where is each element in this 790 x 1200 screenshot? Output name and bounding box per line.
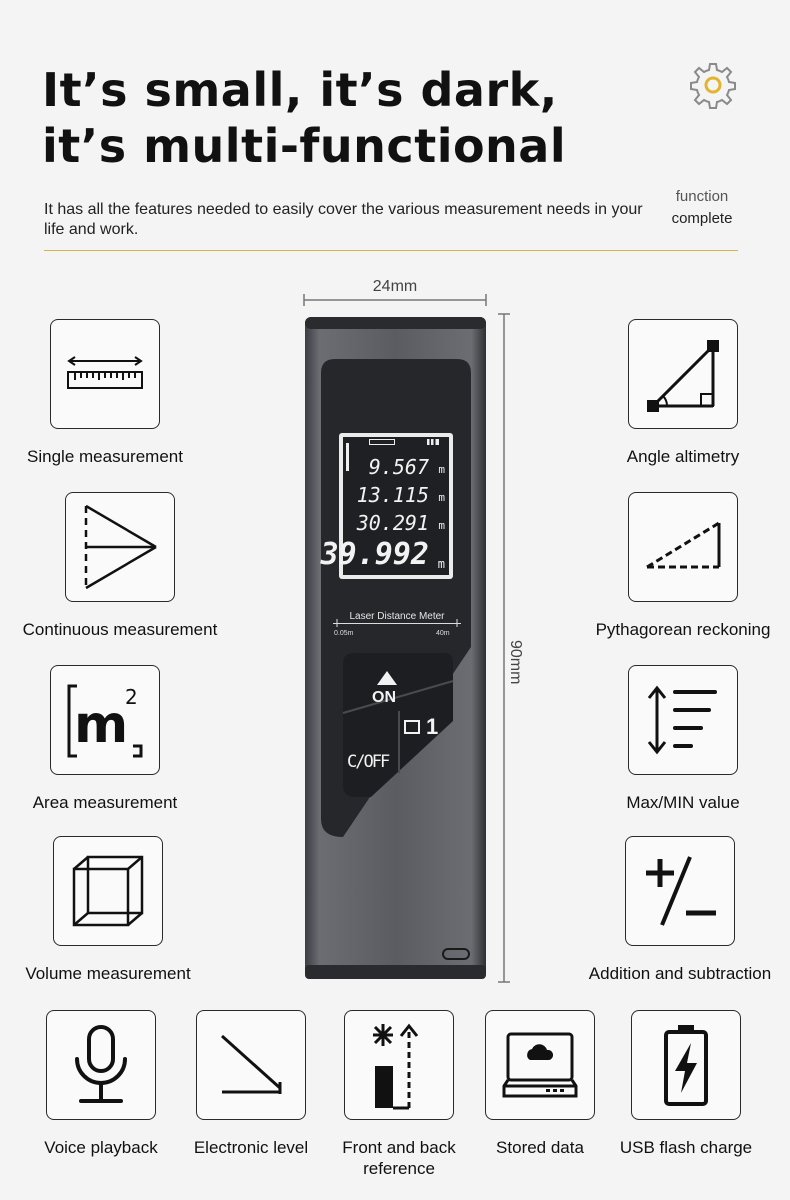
function-button-label: 1 [426,714,439,739]
on-button[interactable] [352,677,424,713]
reading-1: 9.567 [368,455,429,479]
feature-icon-box [344,1010,454,1120]
off-button-label: C/OFF [347,752,389,772]
feature-front-back-reference [324,1010,474,1179]
feature-icon-box [485,1010,595,1120]
reading-3: 30.291 [356,511,429,535]
feature-label: Area measurement [32,793,178,812]
feature-stored-data [474,1010,606,1158]
feature-label: Max/MIN value [626,793,740,812]
badge-line-1: function [675,188,729,205]
feature-usb-flash-charge [606,1010,766,1158]
feature-label: Volume measurement [25,964,191,983]
cube-icon [68,851,148,931]
reading-2: 13.115 [356,483,429,507]
svg-text:2: 2 [125,685,138,709]
gear-icon [688,60,738,110]
area-icon [65,680,145,760]
angle-icon [643,334,723,414]
reading-4: 39.992 [320,537,429,572]
feature-label: Addition and subtraction [588,964,772,983]
unit-3: m [438,519,445,532]
feature-volume-measurement [10,836,206,984]
feature-icon-box [628,492,738,602]
max-min-icon [643,680,723,760]
feature-angle-altimetry [588,319,778,467]
feature-label: Single measurement [27,447,183,466]
laser-distance-meter [303,313,488,983]
laser-mode-icon [346,443,354,471]
feature-icon-box [631,1010,741,1120]
feature-voice-playback [24,1010,178,1158]
level-icon [216,1030,286,1100]
feature-label: Continuous measurement [22,620,218,639]
page-title [42,62,566,174]
device-screen [320,437,449,575]
feature-label: Angle altimetry [626,447,740,466]
feature-single-measurement [10,319,200,467]
feature-label: Front and back reference [342,1138,456,1178]
feature-icon-box [65,492,175,602]
feature-pythagorean-reckoning [578,492,788,640]
continuous-icon [80,502,160,592]
feature-label: Voice playback [44,1138,158,1157]
on-button-label: ON [372,689,396,706]
page-description: It has all the features needed to easily cover the various measurement needs in your life and work. [44,201,643,238]
svg-text:m: m [74,695,129,755]
feature-icon-box [628,319,738,429]
badge-line-2: complete [671,210,733,227]
feature-icon-box [625,836,735,946]
width-label: 24mm [372,278,418,295]
off-button[interactable] [344,744,396,780]
unit-1: m [438,463,445,476]
divider [44,250,738,251]
title-line-2: it’s multi-functional [42,119,567,173]
feature-continuous-measurement [5,492,235,640]
feature-icon-box [46,1010,156,1120]
feature-label: USB flash charge [619,1138,753,1157]
device-model-label: Laser Distance Meter [349,611,445,622]
function-button[interactable] [402,712,446,748]
battery-icon [661,1023,711,1107]
speaker-battery-icon [369,439,395,445]
feature-label: Pythagorean reckoning [595,620,771,639]
storage-icon [500,1030,580,1100]
ruler-icon [65,354,145,394]
feature-max-min-value [588,665,778,813]
unit-2: m [438,491,445,504]
title-line-1: It’s small, it’s dark, [42,63,558,117]
signal-icon [427,439,439,445]
unit-4: m [437,557,445,571]
feature-icon-box [50,665,160,775]
feature-area-measurement [10,665,200,813]
feature-label: Stored data [496,1138,584,1157]
plus-minus-icon [640,851,720,931]
feature-addition-subtraction [572,836,788,984]
feature-icon-box [196,1010,306,1120]
function-cube-icon [404,720,420,734]
feature-icon-box [50,319,160,429]
feature-icon-box [53,836,163,946]
reference-icon [369,1020,429,1110]
feature-label: Electronic level [193,1138,309,1157]
range-min-label: 0.05m [334,630,354,637]
triangle-icon [643,517,723,577]
feature-electronic-level [178,1010,324,1158]
range-max-label: 40m [436,630,450,637]
microphone-icon [71,1023,131,1107]
function-badge [650,186,754,230]
feature-icon-box [628,665,738,775]
height-label: 90mm [507,640,524,685]
